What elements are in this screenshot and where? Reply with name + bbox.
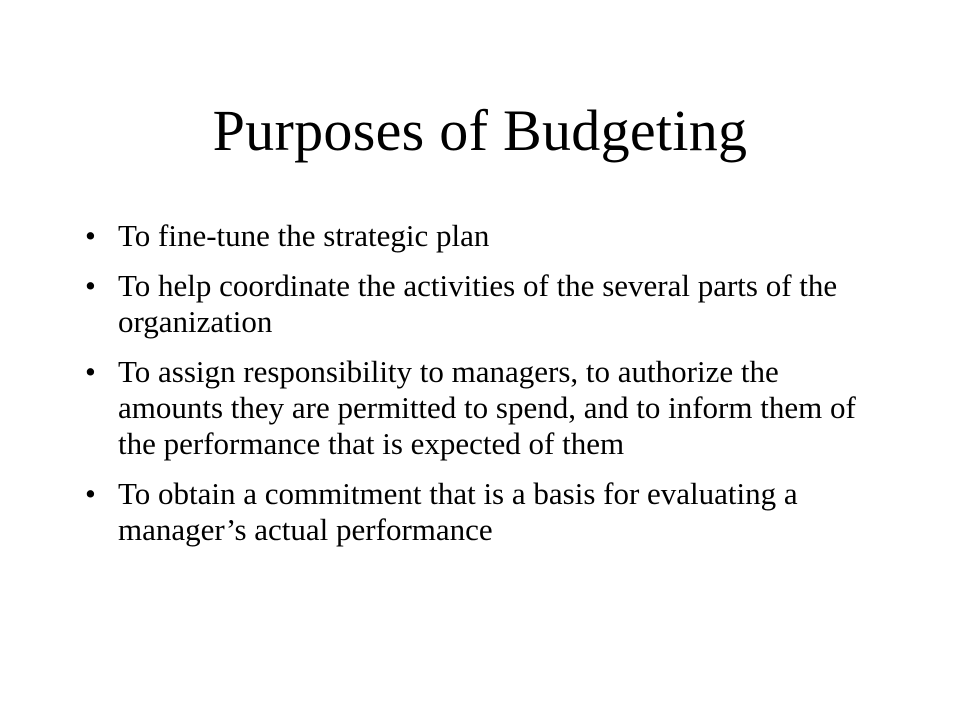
slide-title: Purposes of Budgeting <box>212 98 748 163</box>
bullet-text: To assign responsibility to managers, to authorize the amounts they are permitted to spend, and to inform them of the performance that is expected of them <box>118 354 856 461</box>
bullet-dot-icon: • <box>85 354 96 389</box>
bullet-text: To help coordinate the activities of the several parts of the organization <box>118 268 838 339</box>
bullet-text: To obtain a commitment that is a basis for evaluating a manager’s actual performance <box>118 476 798 547</box>
bullet-dot-icon: • <box>85 218 96 253</box>
bullet-list <box>80 218 890 562</box>
bullet-item <box>80 354 890 462</box>
bullet-dot-icon: • <box>85 268 96 303</box>
bullet-item <box>80 476 890 548</box>
bullet-dot-icon: • <box>85 476 96 511</box>
bullet-text: To fine-tune the strategic plan <box>118 218 490 253</box>
bullet-item <box>80 218 890 254</box>
bullet-item <box>80 268 890 340</box>
